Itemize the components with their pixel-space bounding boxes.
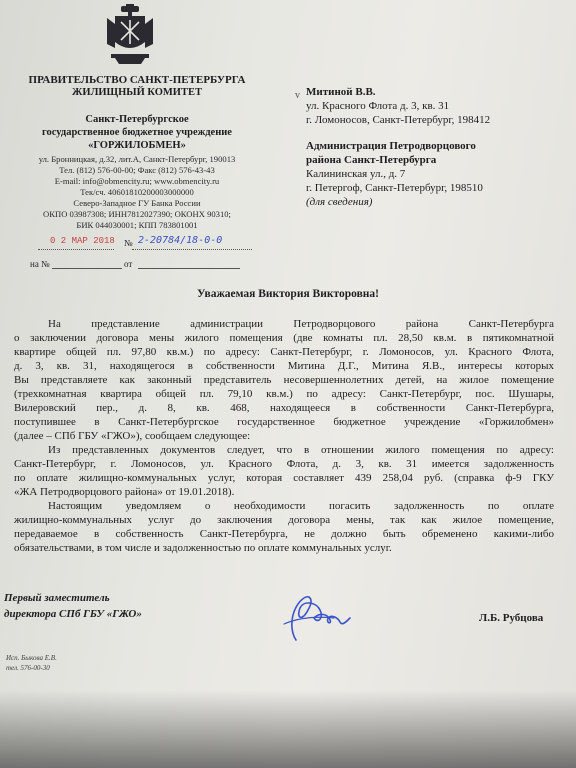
body-line: поступившее в Санкт-Петербургское государственное бюджетное учреждение «Горжилобмен» bbox=[14, 416, 554, 428]
body-line: Вы представляете как законный представитель несовершеннолетних детей, на жилое помещение bbox=[14, 374, 554, 386]
contact-address: ул. Бронницкая, д.32, лит.А, Санкт-Петербург, 190013 bbox=[38, 154, 236, 164]
handwritten-signature bbox=[274, 588, 354, 646]
body-line: (далее – СПб ГБУ «ГЖО»), сообщаем следующее: bbox=[14, 430, 251, 442]
contact-okpo: ОКПО 03987308; ИНН7812027390; ОКОНХ 90310; bbox=[43, 209, 231, 219]
signer-title-2: директора СПб ГБУ «ГЖО» bbox=[4, 608, 142, 620]
committee-title: ЖИЛИЩНЫЙ КОМИТЕТ bbox=[72, 87, 202, 98]
recipient-mark: v bbox=[295, 90, 300, 101]
registration-date: 0 2 МАР 2018 bbox=[50, 236, 115, 246]
body-line: «ЖА Петродворцового района» от 19.01.2018). bbox=[14, 486, 235, 498]
body-line: обязательствами, в том числе и задолженностью по оплате коммунальных услуг. bbox=[14, 542, 392, 554]
registration-line bbox=[28, 234, 260, 252]
recipient-2-name-2: района Санкт-Петербурга bbox=[306, 154, 437, 166]
body-line: о заключении договора мены жилого помещения (две комнаты пл. 28,50 кв.м. в пятикомнатной bbox=[14, 332, 554, 344]
salutation: Уважаемая Виктория Викторовна! bbox=[197, 288, 379, 300]
bottom-shadow bbox=[0, 690, 576, 768]
contact-account: Тек/сч. 40601810200003000000 bbox=[80, 187, 194, 197]
recipient-2-address-2: г. Петергоф, Санкт-Петербург, 198510 bbox=[306, 182, 483, 194]
body-line: д. 3, кв. 31, находящегося в собственности Митина Д.Г., Митина Я.В., интересы которых bbox=[14, 360, 554, 372]
contact-bik: БИК 044030001; КПП 783801001 bbox=[76, 220, 198, 230]
signer-title-1: Первый заместитель bbox=[4, 592, 110, 604]
recipient-2-name-1: Администрация Петродворцового bbox=[306, 140, 476, 152]
contact-phone: Тел. (812) 576-00-00; Факс (812) 576-43-43 bbox=[59, 165, 215, 175]
date-underline bbox=[38, 249, 114, 250]
registration-no-label: № bbox=[124, 238, 133, 248]
executor-phone: тел. 576-00-30 bbox=[6, 664, 50, 672]
org-line-3: «ГОРЖИЛОБМЕН» bbox=[88, 140, 186, 151]
recipient-2-note: (для сведения) bbox=[306, 196, 373, 208]
government-title: ПРАВИТЕЛЬСТВО САНКТ-ПЕТЕРБУРГА bbox=[28, 74, 246, 86]
reference-prefix: на № bbox=[30, 259, 50, 269]
body-line: Вилеровский пер., д. 8, кв. 468, находящееся в собственности Санкт-Петербурга, bbox=[14, 402, 554, 414]
body-line: Из представленных документов следует, что в отношении жилого помещения по адресу: bbox=[48, 444, 554, 456]
reference-from: от bbox=[124, 259, 133, 269]
reference-number-underline bbox=[52, 268, 122, 269]
number-underline bbox=[132, 249, 252, 250]
body-line: жилищно-коммунальных услуг до заключения договора мены, так как жилое помещение, bbox=[14, 514, 554, 526]
org-line-1: Санкт-Петербургское bbox=[85, 114, 189, 125]
body-line: (трехкомнатная квартира общей пл. 79,10 кв.м.) по адресу: Санкт-Петербург, пос. Шушары, bbox=[14, 388, 554, 400]
recipient-1-name: Митиной В.В. bbox=[306, 86, 376, 98]
body-line: На представление администрации Петродворцового района Санкт-Петербурга bbox=[48, 318, 554, 330]
coat-of-arms-icon bbox=[101, 4, 159, 66]
org-line-2: государственное бюджетное учреждение bbox=[42, 127, 232, 138]
contact-bank: Северо-Западное ГУ Банка России bbox=[73, 198, 201, 208]
body-line: Настоящим уведомляем о необходимости погасить задолженность по оплате bbox=[48, 500, 554, 512]
body-line: квартире общей пл. 97,80 кв.м.) по адресу: Санкт-Петербург, г. Ломоносов, ул. Красного Флота, bbox=[14, 346, 554, 358]
recipient-2-address-1: Калининская ул., д. 7 bbox=[306, 168, 406, 180]
reference-date-underline bbox=[138, 268, 240, 269]
body-line: Санкт-Петербург, г. Ломоносов, ул. Красного Флота, д. 3, кв. 31 имеется задолженность bbox=[14, 458, 554, 470]
body-line: по оплате жилищно-коммунальных услуг, которая составляет 439 258,04 руб. (справка ф-9 ГКУ bbox=[14, 472, 554, 484]
executor-name: Исп. Быкова Е.В. bbox=[6, 654, 57, 662]
recipient-1-address-1: ул. Красного Флота д. 3, кв. 31 bbox=[306, 100, 450, 112]
recipient-1-address-2: г. Ломоносов, Санкт-Петербург, 198412 bbox=[306, 114, 491, 126]
body-line: передаваемое в собственность Санкт-Петербурга, не должно быть обременено какими-либо bbox=[14, 528, 554, 540]
signer-name: Л.Б. Рубцова bbox=[479, 612, 544, 624]
contact-email: E-mail: info@obmencity.ru; www.obmencity.ru bbox=[54, 176, 220, 186]
registration-number: 2-20784/18-0-0 bbox=[138, 235, 223, 246]
